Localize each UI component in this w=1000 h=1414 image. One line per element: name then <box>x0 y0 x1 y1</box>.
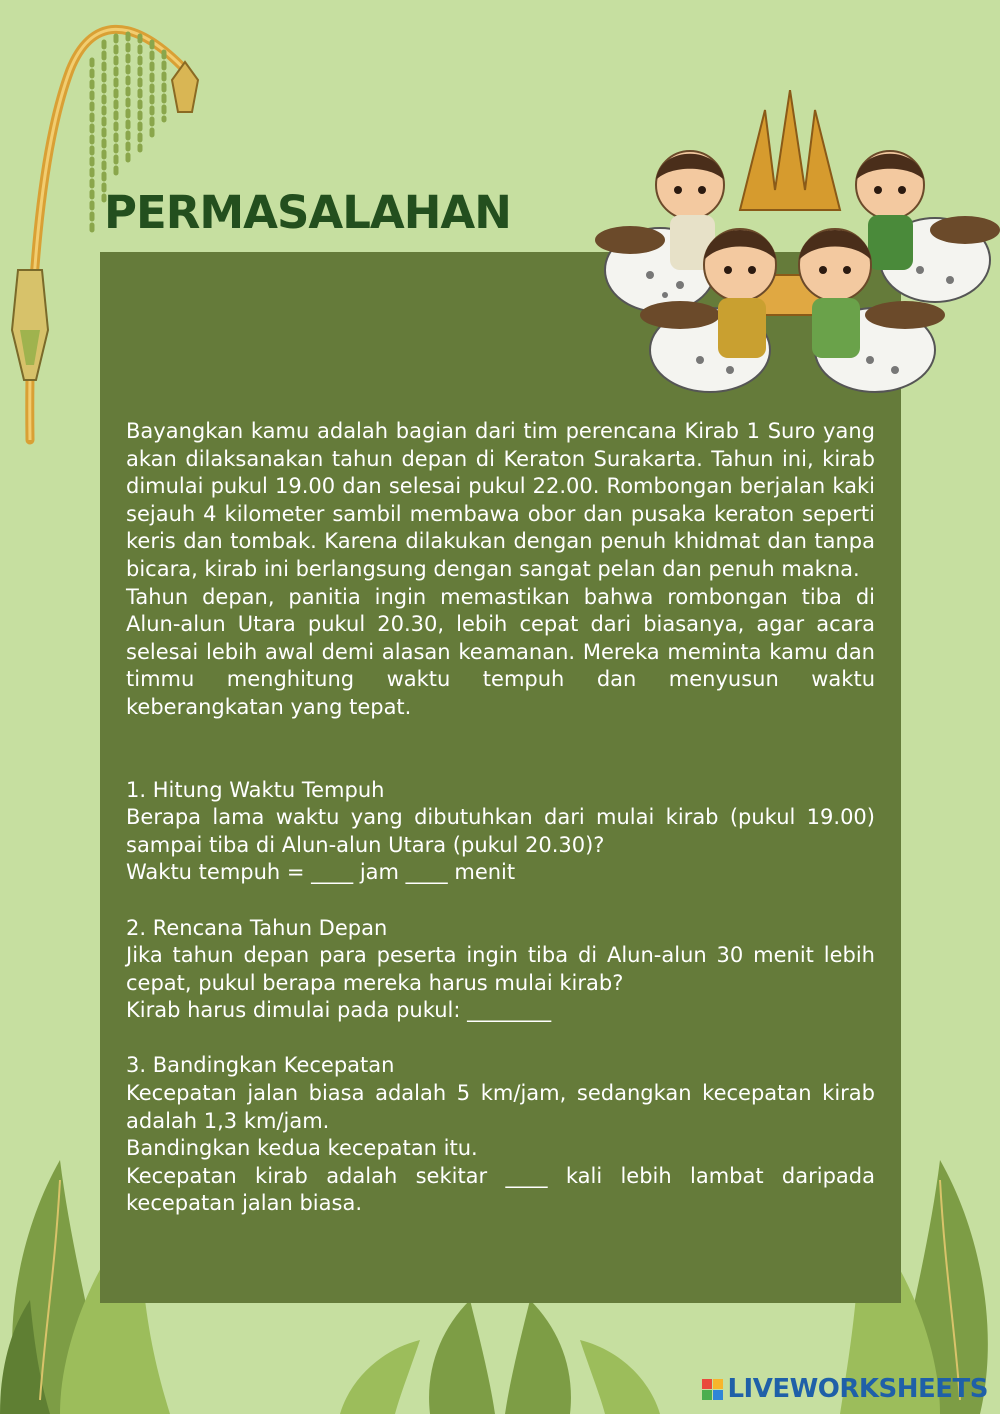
problem-text <box>126 418 875 1218</box>
question-2-body: Jika tahun depan para peserta ingin tiba di Alun-alun 30 menit lebih cepat, pukul berapa mereka harus mulai kirab? <box>126 943 875 995</box>
question-1-body: Berapa lama waktu yang dibutuhkan dari mulai kirab (pukul 19.00) sampai tiba di Alun-alun Utara (pukul 20.30)? <box>126 805 875 857</box>
question-1-heading: 1. Hitung Waktu Tempuh <box>126 777 385 802</box>
intro-paragraph-1: Bayangkan kamu adalah bagian dari tim perencana Kirab 1 Suro yang akan dilaksanakan tahun depan di Keraton Surakarta. Tahun ini, kirab dimulai pukul 19.00 dan selesai pukul 22.00. Rombongan berjalan kaki sejauh 4 kilometer sambil membawa obor dan pusaka keraton seperti keris dan tombak. Karena dilakukan dengan penuh khidmat dan tanpa bicara, kirab ini berlangsung dengan sangat pelan dan penuh makna. <box>126 419 875 581</box>
question-3-extra: Bandingkan kedua kecepatan itu. <box>126 1136 478 1161</box>
leaf-ornament-center-decoration <box>280 1300 720 1414</box>
page-title: PERMASALAHAN <box>104 186 511 239</box>
question-1-answer: Waktu tempuh = ____ jam ____ menit <box>126 860 516 885</box>
spacer <box>126 887 875 915</box>
question-3-heading: 3. Bandingkan Kecepatan <box>126 1053 395 1078</box>
question-2-heading: 2. Rencana Tahun Depan <box>126 915 388 940</box>
question-3-body: Kecepatan jalan biasa adalah 5 km/jam, sedangkan kecepatan kirab adalah 1,3 km/jam. <box>126 1081 875 1133</box>
liveworksheets-logo-icon <box>702 1379 723 1400</box>
spacer <box>126 1025 875 1053</box>
question-3-answer: Kecepatan kirab adalah sekitar ____ kali lebih lambat daripada kecepatan jalan biasa. <box>126 1163 875 1216</box>
kirab-illustration <box>590 90 1000 405</box>
intro-paragraph-2: Tahun depan, panitia ingin memastikan bahwa rombongan tiba di Alun-alun Utara pukul 20.30, lebih cepat dari biasanya, agar acara selesai lebih awal demi alasan keamanan. Mereka meminta kamu dan timmu menghitung waktu tempuh dan menyusun waktu keberangkatan yang tepat. <box>126 584 875 719</box>
liveworksheets-logo[interactable] <box>702 1374 988 1404</box>
spacer <box>126 722 875 777</box>
liveworksheets-logo-text: LIVEWORKSHEETS <box>727 1374 988 1404</box>
question-2-answer: Kirab harus dimulai pada pukul: ________ <box>126 998 552 1023</box>
